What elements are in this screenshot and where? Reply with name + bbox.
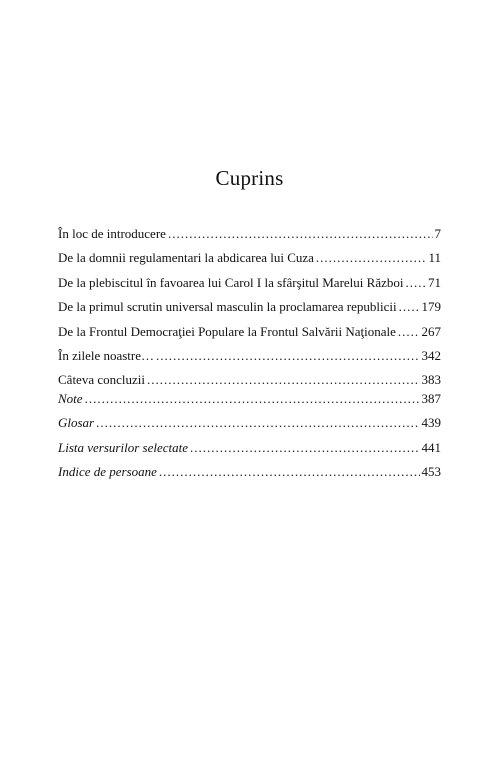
toc-entry-label: De la primul scrutin universal masculin la proclamarea republicii bbox=[58, 299, 397, 315]
toc-entry-label: În loc de introducere bbox=[58, 226, 166, 241]
toc-entry-label: De la Frontul Democraţiei Populare la Frontul Salvării Naţionale bbox=[58, 323, 396, 339]
toc-entry-page: 439 bbox=[421, 415, 441, 431]
toc-entry-page: 11 bbox=[428, 250, 441, 266]
dot-leader bbox=[96, 415, 419, 431]
toc-entry-page: 387 bbox=[421, 391, 441, 406]
toc-entry-page: 267 bbox=[421, 323, 441, 339]
dot-leader bbox=[159, 464, 420, 480]
toc-entry-page: 7 bbox=[434, 226, 441, 241]
toc-entry bbox=[58, 415, 441, 439]
toc-entry-label: De la plebiscitul în favoarea lui Carol I la sfârşitul Marelui Război bbox=[58, 274, 404, 290]
toc-entry bbox=[58, 440, 441, 464]
toc-entry-page: 342 bbox=[421, 347, 441, 363]
toc-entry bbox=[58, 324, 441, 348]
toc-entry-label: Glosar bbox=[58, 415, 95, 431]
dot-leader bbox=[156, 348, 419, 364]
dot-leader bbox=[168, 226, 433, 242]
toc-entry bbox=[58, 226, 441, 250]
toc-entry-page: 179 bbox=[421, 299, 441, 315]
dot-leader bbox=[399, 299, 420, 315]
dot-leader bbox=[316, 250, 427, 266]
toc-entry bbox=[58, 391, 441, 415]
toc-entry bbox=[58, 464, 441, 488]
toc-entry-page: 453 bbox=[421, 464, 441, 480]
toc-entry-page: 71 bbox=[428, 274, 441, 290]
toc-entry-label: Lista versurilor selectate bbox=[58, 439, 188, 455]
page-title: Cuprins bbox=[215, 166, 284, 190]
toc-entry-label: Indice de persoane bbox=[58, 464, 157, 480]
dot-leader bbox=[147, 372, 420, 388]
toc-entry-label: De la domnii regulamentari la abdicarea lui Cuza bbox=[58, 250, 314, 266]
toc-entry-label: Câteva concluzii bbox=[58, 372, 145, 388]
toc-back-matter-list bbox=[58, 391, 441, 489]
toc-entry bbox=[58, 299, 441, 323]
toc-entry-label: În zilele noastre… bbox=[58, 347, 155, 363]
dot-leader bbox=[85, 391, 420, 407]
dot-leader bbox=[405, 275, 426, 291]
toc-entry-label: Note bbox=[58, 391, 83, 406]
toc-entry-page: 383 bbox=[421, 372, 441, 388]
toc-entry bbox=[58, 250, 441, 274]
toc-entry-page: 441 bbox=[421, 439, 441, 455]
toc-entry bbox=[58, 275, 441, 299]
dot-leader bbox=[190, 440, 420, 456]
toc-entry bbox=[58, 348, 441, 372]
toc-main-list bbox=[58, 226, 441, 397]
dot-leader bbox=[398, 324, 420, 340]
